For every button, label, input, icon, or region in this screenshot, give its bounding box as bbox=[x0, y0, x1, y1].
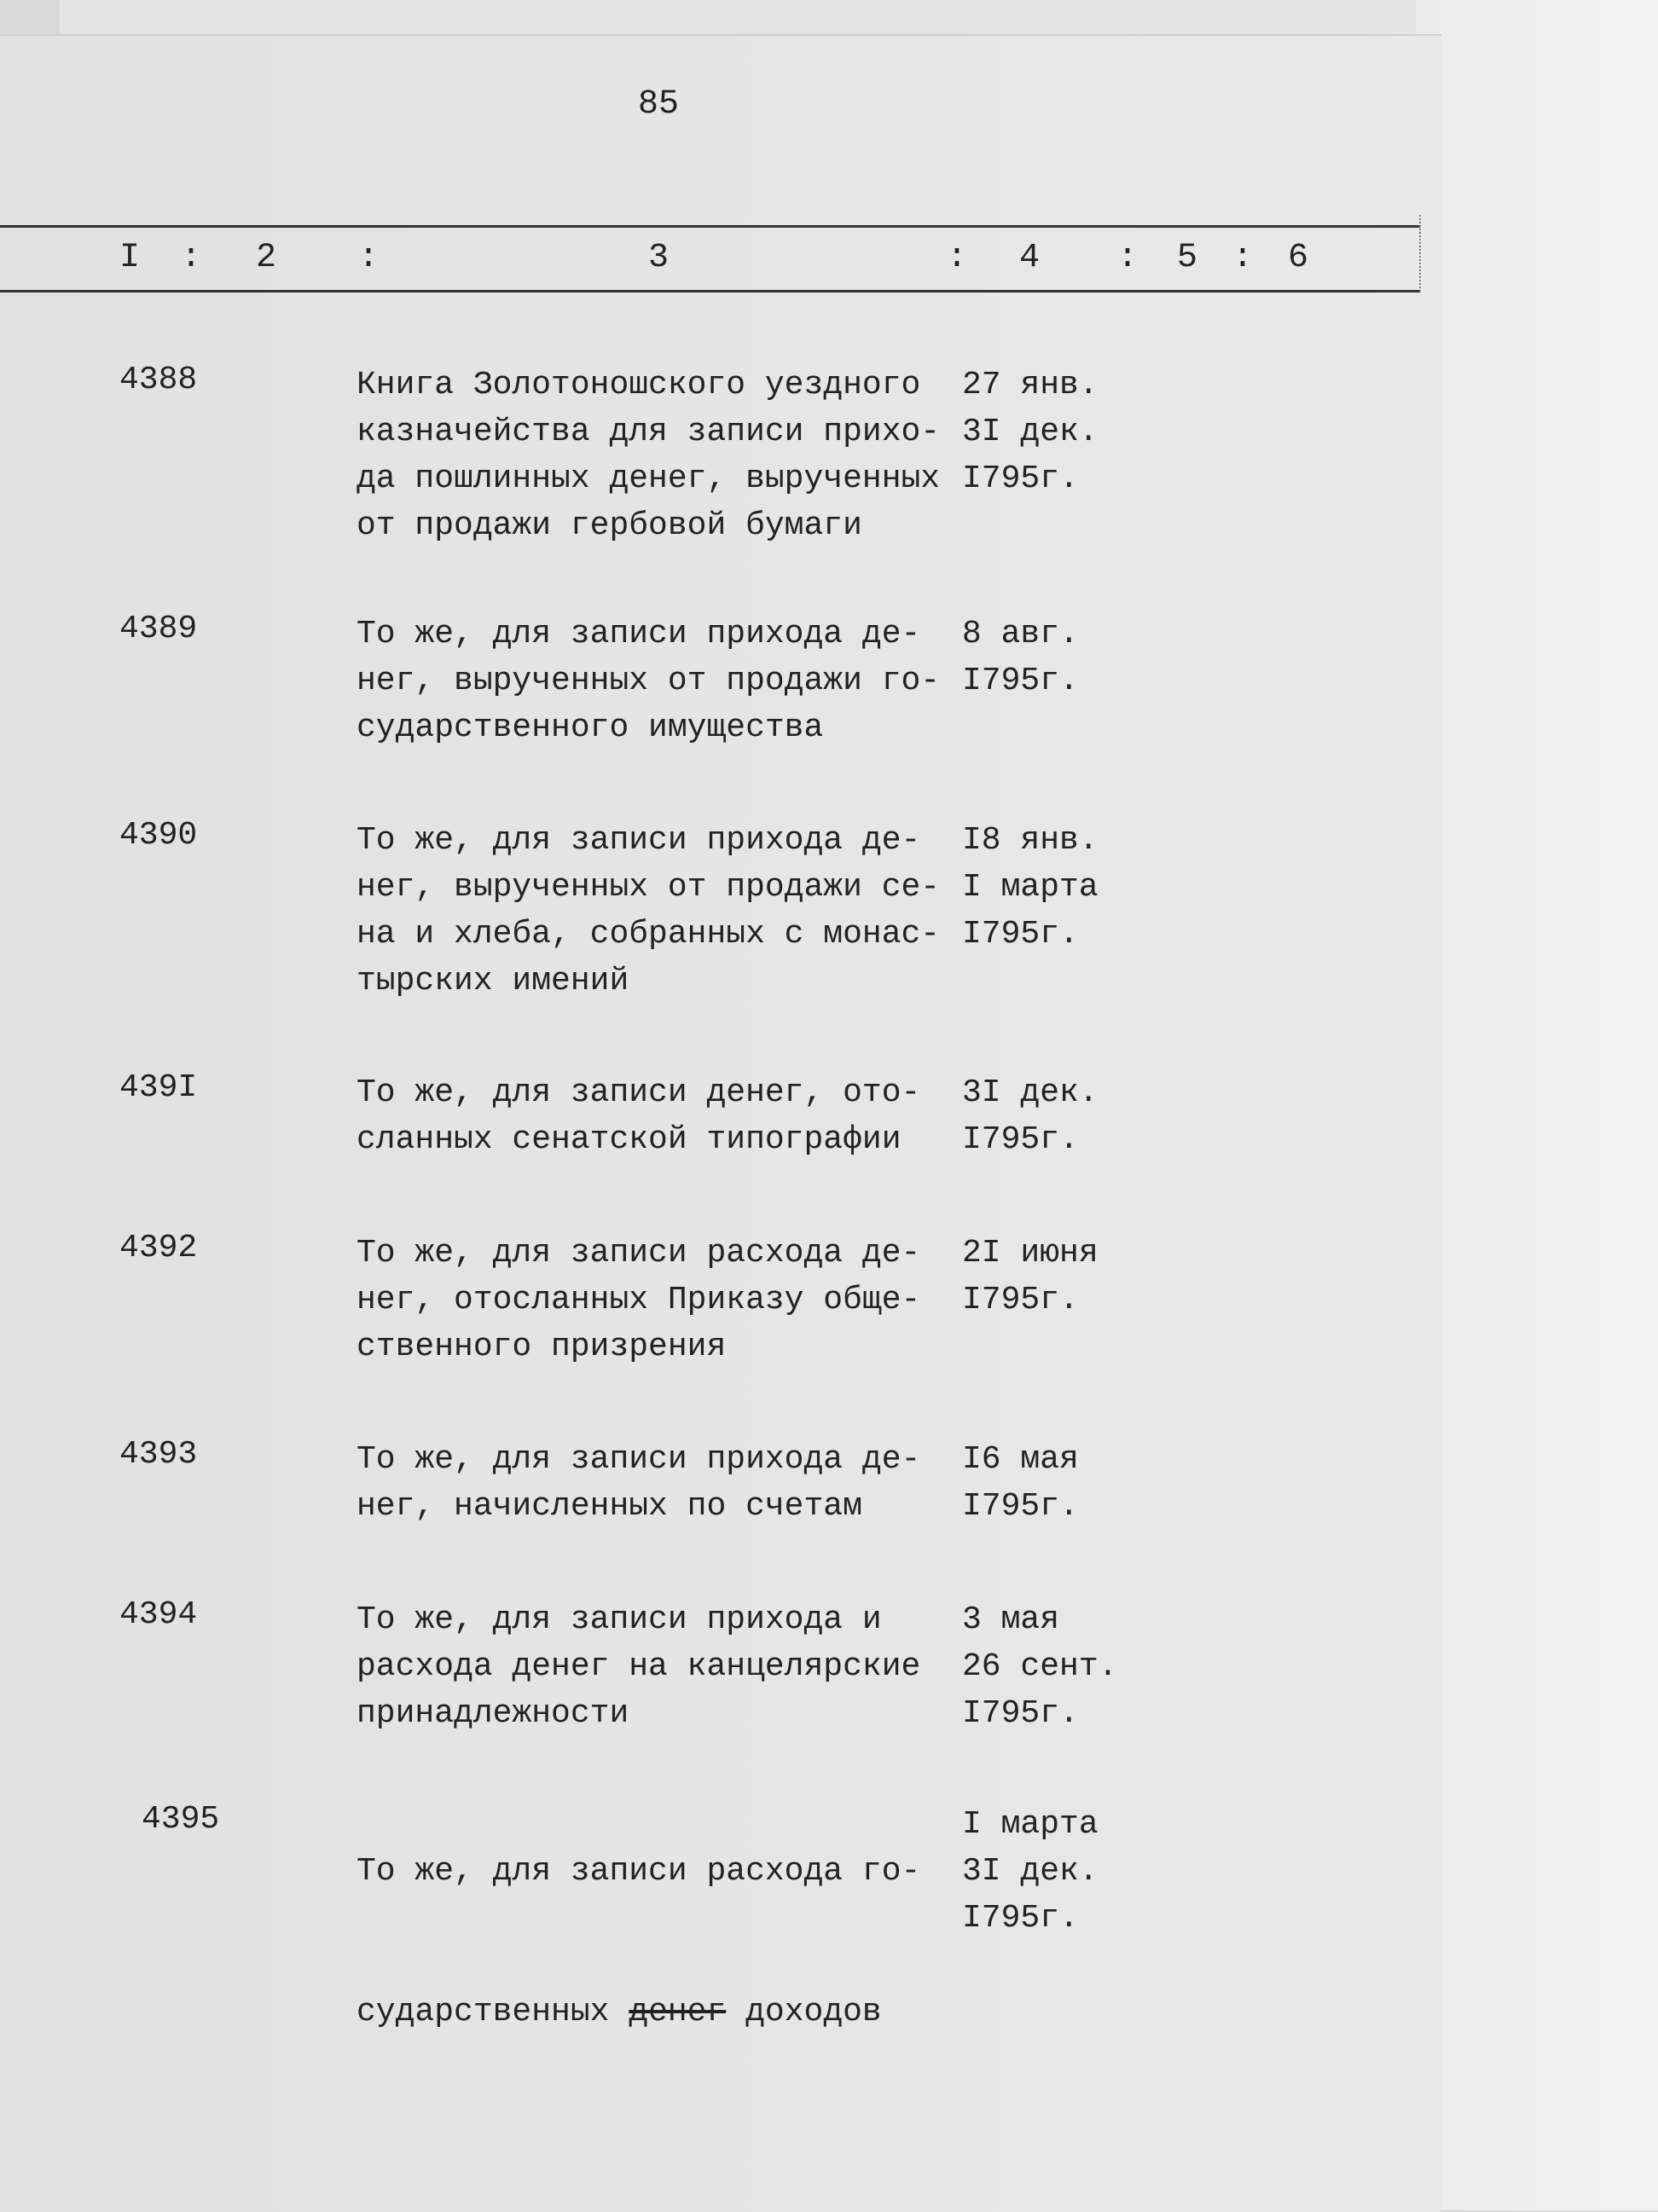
document-page bbox=[0, 34, 1441, 2212]
entry-description: То же, для записи прихода де- нег, вырученных от продажи се- на и хлеба, собранных с монас- тырских имений bbox=[357, 822, 941, 999]
column-separator: : bbox=[1117, 239, 1139, 277]
entry-description bbox=[357, 1801, 954, 2035]
entry-description: То же, для записи прихода де- нег, начисленных по счетам bbox=[357, 1441, 921, 1525]
column-header-6: 6 bbox=[1288, 239, 1309, 277]
entry-dates: I марта 3I дек. I795г. bbox=[962, 1806, 1099, 1937]
entry-number: 4390 bbox=[119, 817, 198, 854]
entry-number: 439I bbox=[119, 1069, 198, 1106]
entry-description-text: доходов bbox=[726, 1994, 882, 2030]
column-separator: : bbox=[181, 239, 202, 277]
entry-dates: 27 янв. 3I дек. I795г. bbox=[962, 367, 1099, 497]
entry-description-line: То же, для записи расхода го- bbox=[357, 1853, 921, 1890]
entry-description-text: сударственных bbox=[357, 1994, 629, 2030]
entry-dates: 2I июня I795г. bbox=[962, 1235, 1099, 1318]
column-separator: : bbox=[947, 239, 968, 277]
entry-description: То же, для записи прихода и расхода денег на канцелярские принадлежности bbox=[357, 1601, 921, 1732]
entry-number: 4392 bbox=[119, 1230, 198, 1266]
entry-dates: 8 авг. I795г. bbox=[962, 616, 1079, 699]
struck-out-word: денег bbox=[629, 1994, 727, 2030]
right-sheet-edge bbox=[1416, 0, 1658, 2210]
column-separator: : bbox=[358, 239, 380, 277]
column-header-1: I bbox=[119, 239, 141, 277]
column-header-3: 3 bbox=[648, 239, 670, 277]
entry-dates: I8 янв. I марта I795г. bbox=[962, 822, 1099, 953]
entry-description: То же, для записи расхода де- нег, отосланных Приказу обще- ственного призрения bbox=[357, 1235, 921, 1365]
column-header-2: 2 bbox=[256, 239, 277, 277]
header-rule-bottom bbox=[0, 290, 1420, 292]
entry-description: То же, для записи прихода де- нег, вырученных от продажи го- сударственного имущества bbox=[357, 616, 941, 746]
entry-dates: I6 мая I795г. bbox=[962, 1441, 1079, 1525]
column-separator: : bbox=[1232, 239, 1254, 277]
entry-dates: 3 мая 26 сент. I795г. bbox=[962, 1601, 1118, 1732]
column-header-5: 5 bbox=[1177, 239, 1198, 277]
entry-dates: 3I дек. I795г. bbox=[962, 1074, 1099, 1158]
column-header-4: 4 bbox=[1019, 239, 1041, 277]
entry-number: 4388 bbox=[119, 362, 198, 398]
entry-number: 4393 bbox=[119, 1436, 198, 1473]
header-rule-top bbox=[0, 225, 1420, 228]
binding-edge-mark bbox=[1419, 215, 1438, 292]
entry-description: То же, для записи денег, ото- сланных сенатской типографии bbox=[357, 1074, 921, 1158]
entry-description: Книга Золотоношского уездного казначейства для записи прихо- да пошлинных денег, вырученных от продажи гербовой бумаги bbox=[357, 367, 941, 544]
page-number: 85 bbox=[638, 85, 680, 124]
entry-number: 4395 bbox=[142, 1801, 220, 1838]
entry-number: 4394 bbox=[119, 1596, 198, 1633]
entry-number: 4389 bbox=[119, 611, 198, 647]
